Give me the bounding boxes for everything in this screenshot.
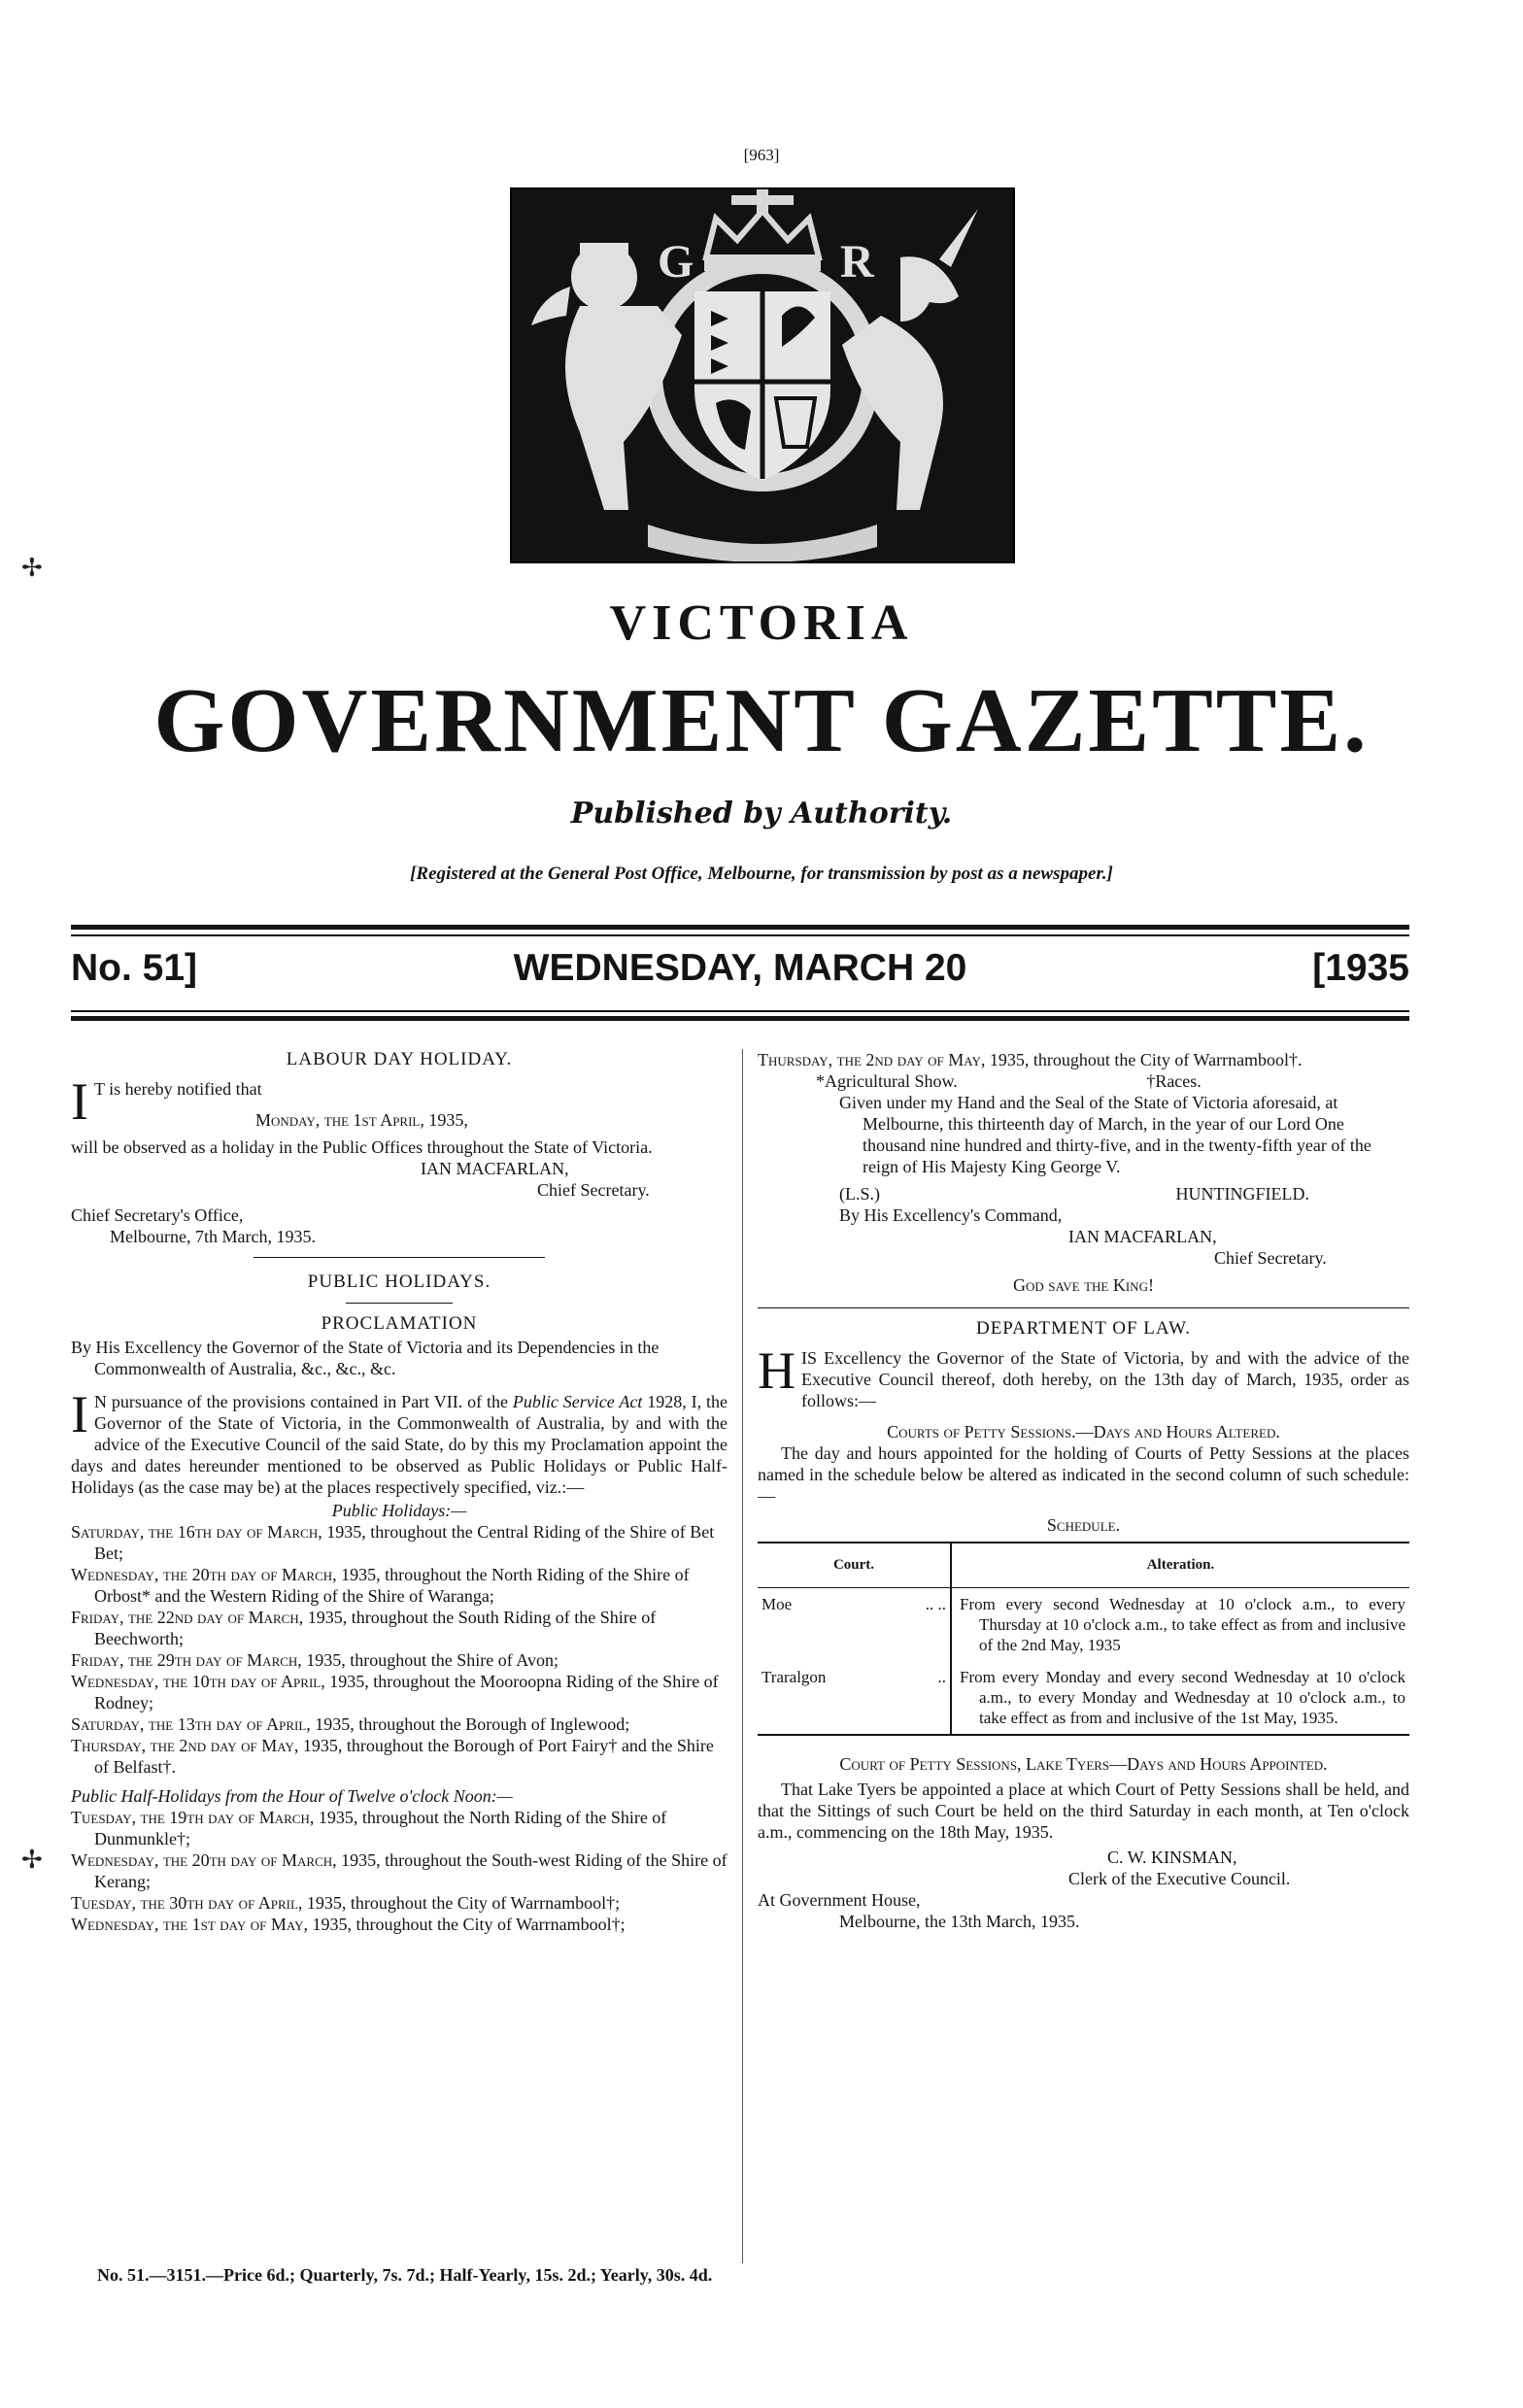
seal-line (758, 1183, 1409, 1204)
table-row (758, 1588, 1409, 1662)
half-holidays-subheading: Public Half-Holidays from the Hour of Twelve o'clock Noon:— (71, 1786, 513, 1806)
law-subheading: Courts of Petty Sessions.—Days and Hours Altered. (887, 1422, 1280, 1441)
crest-letter-r: R (840, 236, 874, 288)
list-item: Tuesday, the 19th day of March, 1935, throughout the North Riding of the Shire of Dunmunkle†; (71, 1808, 667, 1848)
crest-letter-g: G (658, 236, 694, 288)
labour-day-body: will be observed as a holiday in the Public Offices throughout the State of Victoria. (71, 1137, 653, 1157)
law-signatory-title: Clerk of the Executive Council. (1068, 1869, 1291, 1888)
list-item: Wednesday, the 20th day of March, 1935, throughout the North Riding of the Shire of Orbost* and the Western Riding of the Shire of Waranga; (71, 1565, 690, 1606)
motto-scroll (648, 525, 877, 561)
court-name: Moe (762, 1595, 793, 1613)
labour-day-office-date: Melbourne, 7th March, 1935. (110, 1227, 316, 1246)
labour-day-signatory-title: Chief Secretary. (537, 1180, 650, 1200)
table-header-row (758, 1543, 1409, 1588)
god-save-the-king: God save the King! (1013, 1275, 1154, 1295)
table-row (758, 1661, 1409, 1734)
governor-name: HUNTINGFIELD. (1175, 1184, 1309, 1204)
public-holidays-subheading: Public Holidays:— (331, 1501, 467, 1520)
column-header-alteration: Alteration. (951, 1543, 1409, 1588)
law-body: HIS Excellency the Governor of the State of Victoria, by and with the advice of the Executive Council thereof, doth hereby, on the 13th day of March, 1935, order as follows:— (758, 1341, 1409, 1410)
column-divider (742, 1049, 743, 2263)
list-item: Friday, the 29th day of March, 1935, throughout the Shire of Avon; (71, 1650, 558, 1670)
issue-date: WEDNESDAY, MARCH 20 (513, 947, 967, 989)
list-item: Saturday, the 16th day of March, 1935, throughout the Central Riding of the Shire of Bet Bet; (71, 1522, 715, 1563)
state-title: VICTORIA (609, 595, 914, 651)
leader-dots: .. .. (925, 1595, 946, 1613)
margin-mark-icon: ✢ (21, 1846, 43, 1874)
labour-day-date: Monday, the 1st April, 1935, (255, 1110, 468, 1130)
dropcap: H (758, 1341, 795, 1400)
registration-note: [Registered at the General Post Office, Melbourne, for transmission by post as a newspaper.] (410, 864, 1113, 884)
issue-year: [1935 (1312, 947, 1409, 989)
authority-line: Published by Authority. (570, 797, 953, 831)
footnotes (758, 1070, 1409, 1092)
labour-day-heading: LABOUR DAY HOLIDAY. (286, 1049, 513, 1069)
section-rule (254, 1257, 545, 1258)
price-footer: No. 51.—3151.—Price 6d.; Quarterly, 7s. 7d.; Half-Yearly, 15s. 2d.; Yearly, 30s. 4d. (97, 2265, 713, 2285)
proclamation-signatory: IAN MACFARLAN, (1068, 1227, 1217, 1246)
masthead-rule-top (71, 925, 1409, 930)
dropcap: I (71, 1385, 88, 1443)
list-item: Thursday, the 2nd day of May, 1935, throughout the Borough of Port Fairy† and the Shire of Belfast†. (71, 1736, 714, 1777)
section-rule (346, 1303, 453, 1304)
law-signatory: C. W. KINSMAN, (1107, 1848, 1237, 1867)
note-races: †Races. (1146, 1071, 1201, 1091)
proclamation-body: I N pursuance of the provisions contained in Part VII. of the Public Service Act 1928, I, the Governor of the State of Victoria, in the Commonwealth of Australia, by and with the advice of the Executive Council of the said State, do by this my Proclamation appoint the days and dates hereunder mentioned to be observed as Public Holidays or Public Half-Holidays (as the case may be) at the places respectively specified, viz.:— (71, 1385, 728, 1497)
column-header-court: Court. (758, 1543, 951, 1588)
masthead-rule-bottom (71, 1010, 1409, 1012)
list-item: Wednesday, the 1st day of May, 1935, throughout the City of Warrnambool†; (71, 1915, 626, 1934)
command-line: By His Excellency's Command, (839, 1205, 1063, 1225)
left-column (71, 1049, 728, 1935)
lake-tyers-heading: Court of Petty Sessions, Lake Tyers—Days and Hours Appointed. (839, 1754, 1328, 1774)
court-name: Traralgon (762, 1668, 827, 1686)
seal: (L.S.) (839, 1184, 880, 1204)
alteration-text: From every second Wednesday at 10 o'clock a.m., to every Thursday at 10 o'clock a.m., to take effect as from and inclusive of the 2nd May, 1935 (960, 1595, 1405, 1654)
note-show: *Agricultural Show. (816, 1071, 958, 1091)
royal-coat-of-arms (510, 187, 1015, 563)
page-number: [963] (743, 146, 780, 164)
labour-day-signatory: IAN MACFARLAN, (421, 1159, 569, 1178)
dropcap: I (71, 1072, 88, 1131)
alteration-text: From every Monday and every second Wednesday at 10 o'clock a.m., to every Monday and Wednesday at 10 o'clock a.m., to take effect as from and inclusive of the 1st May, 1935. (960, 1668, 1405, 1727)
schedule-table (758, 1542, 1409, 1734)
crest-graphic (512, 189, 1013, 561)
right-column (758, 1049, 1409, 1932)
section-rule (758, 1307, 1409, 1308)
proclamation-preamble: By His Excellency the Governor of the State of Victoria and its Dependencies in the Commonwealth of Australia, &c., &c., &c. (71, 1338, 660, 1378)
law-place-date: Melbourne, the 13th March, 1935. (839, 1912, 1080, 1931)
gazette-title: GOVERNMENT GAZETTE. (153, 670, 1370, 771)
law-place: At Government House, (758, 1890, 921, 1910)
proclamation-given: Given under my Hand and the Seal of the State of Victoria aforesaid, at Melbourne, this thirteenth day of March, in the year of our Lord One thousand nine hundred and thirty-five, and in the twenty-fifth year of the reign of His Majesty King George V. (839, 1093, 1371, 1176)
law-heading: DEPARTMENT OF LAW. (975, 1318, 1192, 1339)
masthead-rule-bottom-thick (71, 1016, 1409, 1021)
lake-tyers-body: That Lake Tyers be appointed a place at which Court of Petty Sessions shall be held, and that the Sittings of such Court be held on the third Saturday in each month, at Ten o'clock a.m., commencing on the 18th May, 1935. (758, 1780, 1409, 1842)
table-bottom-rule (758, 1734, 1409, 1736)
law-sub-body: The day and hours appointed for the holding of Courts of Petty Sessions at the places named in the schedule below be altered as indicated in the second column of such schedule:— (758, 1443, 1409, 1506)
public-holidays-list (71, 1521, 728, 1778)
issue-bar (71, 947, 1409, 996)
leader-dots: .. (937, 1668, 946, 1686)
issue-number: No. 51] (71, 947, 198, 989)
proclamation-signatory-title: Chief Secretary. (1214, 1248, 1327, 1268)
labour-day-intro: I T is hereby notified that (71, 1072, 262, 1131)
list-item: Friday, the 22nd day of March, 1935, throughout the South Riding of the Shire of Beechworth; (71, 1608, 657, 1648)
list-item: Tuesday, the 30th day of April, 1935, throughout the City of Warrnambool†; (71, 1893, 621, 1913)
labour-day-office: Chief Secretary's Office, (71, 1205, 244, 1225)
schedule-heading: Schedule. (1046, 1515, 1121, 1535)
proclamation-heading: PROCLAMATION (321, 1313, 478, 1334)
list-item: Thursday, the 2nd day of May, 1935, throughout the City of Warrnambool†. (758, 1050, 1303, 1069)
half-holidays-list (71, 1807, 728, 1935)
masthead-rule-top-thin (71, 934, 1409, 936)
list-item: Saturday, the 13th day of April, 1935, throughout the Borough of Inglewood; (71, 1714, 630, 1734)
public-holidays-heading: PUBLIC HOLIDAYS. (307, 1272, 491, 1292)
list-item: Wednesday, the 10th day of April, 1935, throughout the Mooroopna Riding of the Shire of Rodney; (71, 1672, 719, 1713)
margin-mark-icon: ✢ (21, 554, 43, 582)
act-name: Public Service Act (512, 1392, 643, 1411)
list-item: Wednesday, the 20th day of March, 1935, throughout the South-west Riding of the Shire of Kerang; (71, 1850, 728, 1891)
